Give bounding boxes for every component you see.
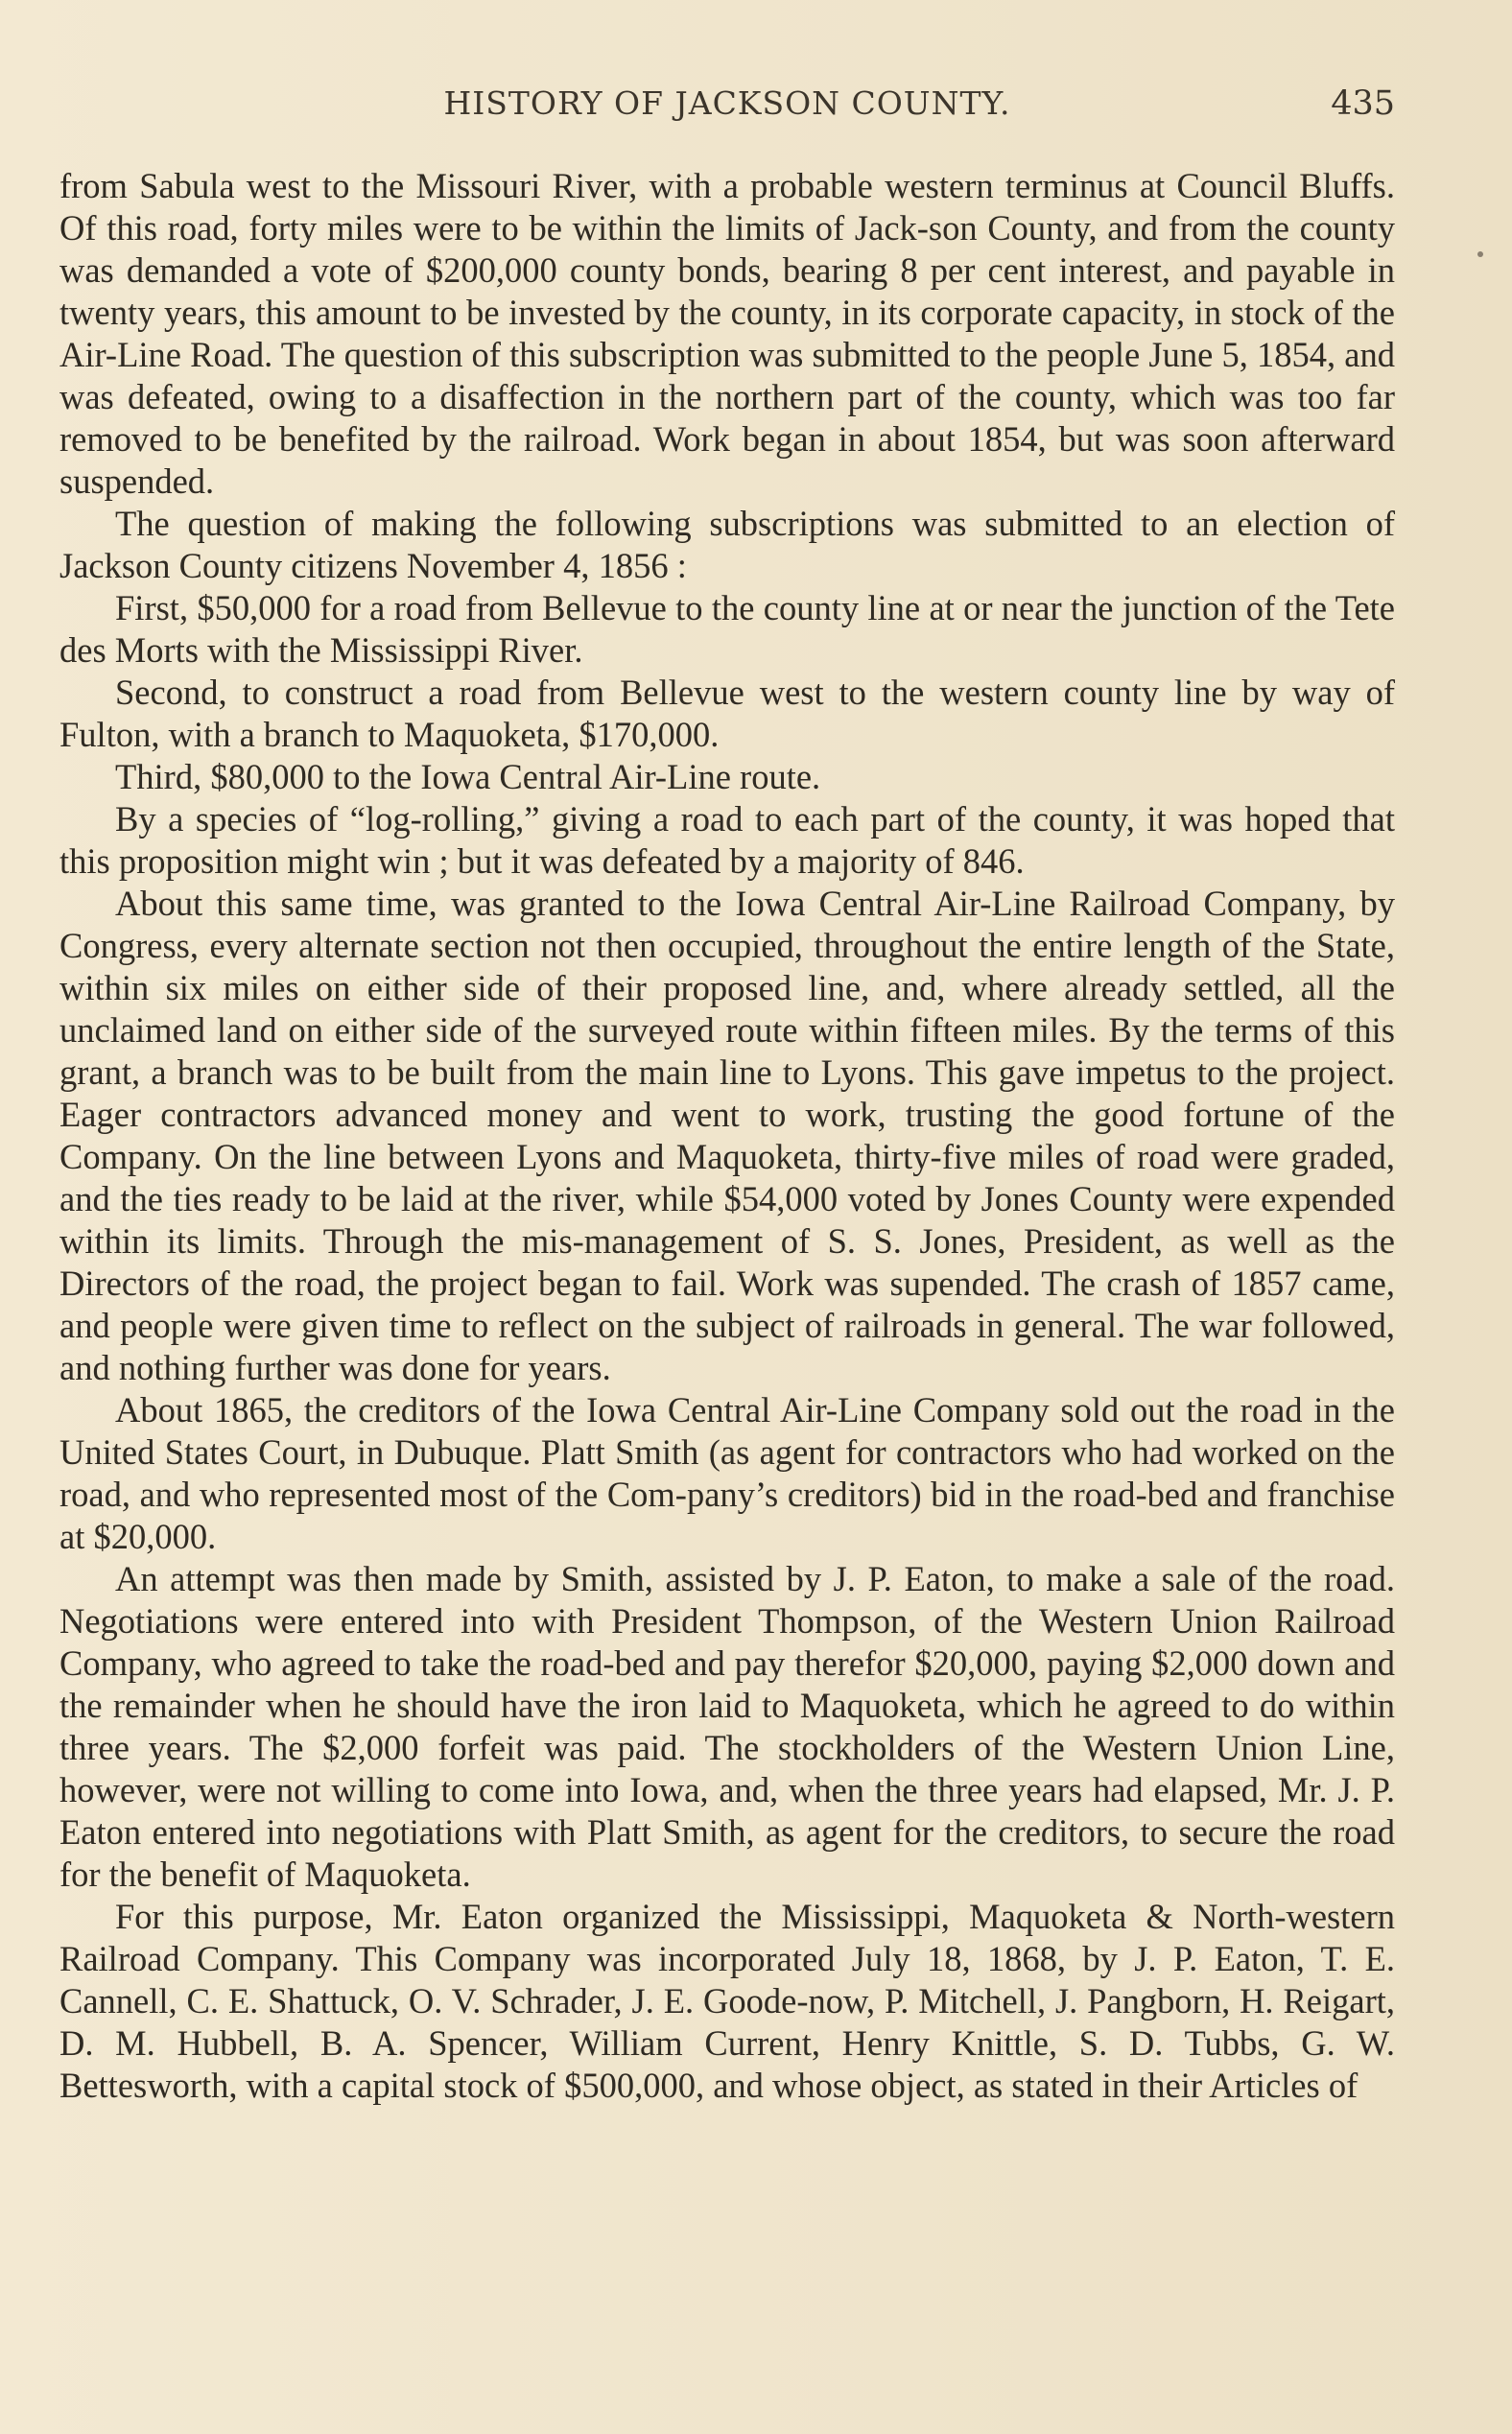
margin-speck <box>1477 251 1483 257</box>
page-number: 435 <box>1331 84 1395 123</box>
paragraph-4: Second, to construct a road from Bellevue west to the western county line by way of Fulton, with a branch to Maquoketa, $170,000. <box>59 673 1395 754</box>
paragraph-8: About 1865, the creditors of the Iowa Central Air-Line Company sold out the road in the United States Court, in Dubuque. Platt Smith (as agent for contractors who had worked on the road, and who represented most of the Com-pany’s creditors) bid in the road-bed and franchise at $20,000. <box>59 1390 1395 1556</box>
paragraph-2: The question of making the following subscriptions was submitted to an election of Jackson County citizens November 4, 1856 : <box>59 504 1395 585</box>
paragraph-10: For this purpose, Mr. Eaton organized the Mississippi, Maquoketa & North-western Railroad Company. This Company was incorporated July 18, 1868, by J. P. Eaton, T. E. Cannell, C. E. Shattuck, O. V. Schrader, J. E. Goode-now, P. Mitchell, J. Pangborn, H. Reigart, D. M. Hubbell, B. A. Spencer, William Current, Henry Knittle, S. D. Tubbs, G. W. Bettesworth, with a capital stock of $500,000, and whose object, as stated in their Articles of <box>59 1897 1395 2105</box>
running-title: HISTORY OF JACKSON COUNTY. <box>443 84 1011 122</box>
body-text <box>59 165 1395 2107</box>
running-header <box>59 84 1395 132</box>
paragraph-5: Third, $80,000 to the Iowa Central Air-Line route. <box>115 757 821 796</box>
paragraph-7: About this same time, was granted to the Iowa Central Air-Line Railroad Company, by Congress, every alternate section not then occupied, throughout the entire length of the State, within six miles on either side of their proposed line, and, where already settled, all the unclaimed land on either side of the surveyed route within fifteen miles. By the terms of this grant, a branch was to be built from the main line to Lyons. This gave impetus to the project. Eager contractors advanced money and went to work, trusting the good fortune of the Company. On the line between Lyons and Maquoketa, thirty-five miles of road were graded, and the ties ready to be laid at the river, while $54,000 voted by Jones County were expended within its limits. Through the mis-management of S. S. Jones, President, as well as the Directors of the road, the project began to fail. Work was supended. The crash of 1857 came, and people were given time to reflect on the subject of railroads in general. The war followed, and nothing further was done for years. <box>59 884 1395 1387</box>
paragraph-6: By a species of “log-rolling,” giving a road to each part of the county, it was hoped that this proposition might win ; but it was defeated by a majority of 846. <box>59 799 1395 881</box>
paragraph-3: First, $50,000 for a road from Bellevue to the county line at or near the junction of the Tete des Morts with the Mississippi River. <box>59 588 1395 670</box>
paragraph-1: from Sabula west to the Missouri River, with a probable western terminus at Council Bluffs. Of this road, forty miles were to be within the limits of Jack-son County, and from the county was demanded a vote of $200,000 county bonds, bearing 8 per cent interest, and payable in twenty years, this amount to be invested by the county, in its corporate capacity, in stock of the Air-Line Road. The question of this subscription was submitted to the people June 5, 1854, and was defeated, owing to a disaffection in the northern part of the county, which was too far removed to be benefited by the railroad. Work began in about 1854, but was soon afterward suspended. <box>59 166 1395 501</box>
paragraph-9: An attempt was then made by Smith, assisted by J. P. Eaton, to make a sale of the road. Negotiations were entered into with President Thompson, of the Western Union Railroad Company, who agreed to take the road-bed and pay therefor $20,000, paying $2,000 down and the remainder when he should have the iron laid to Maquoketa, which he agreed to do within three years. The $2,000 forfeit was paid. The stockholders of the Western Union Line, however, were not willing to come into Iowa, and, when the three years had elapsed, Mr. J. P. Eaton entered into negotiations with Platt Smith, as agent for the creditors, to secure the road for the benefit of Maquoketa. <box>59 1559 1395 1894</box>
